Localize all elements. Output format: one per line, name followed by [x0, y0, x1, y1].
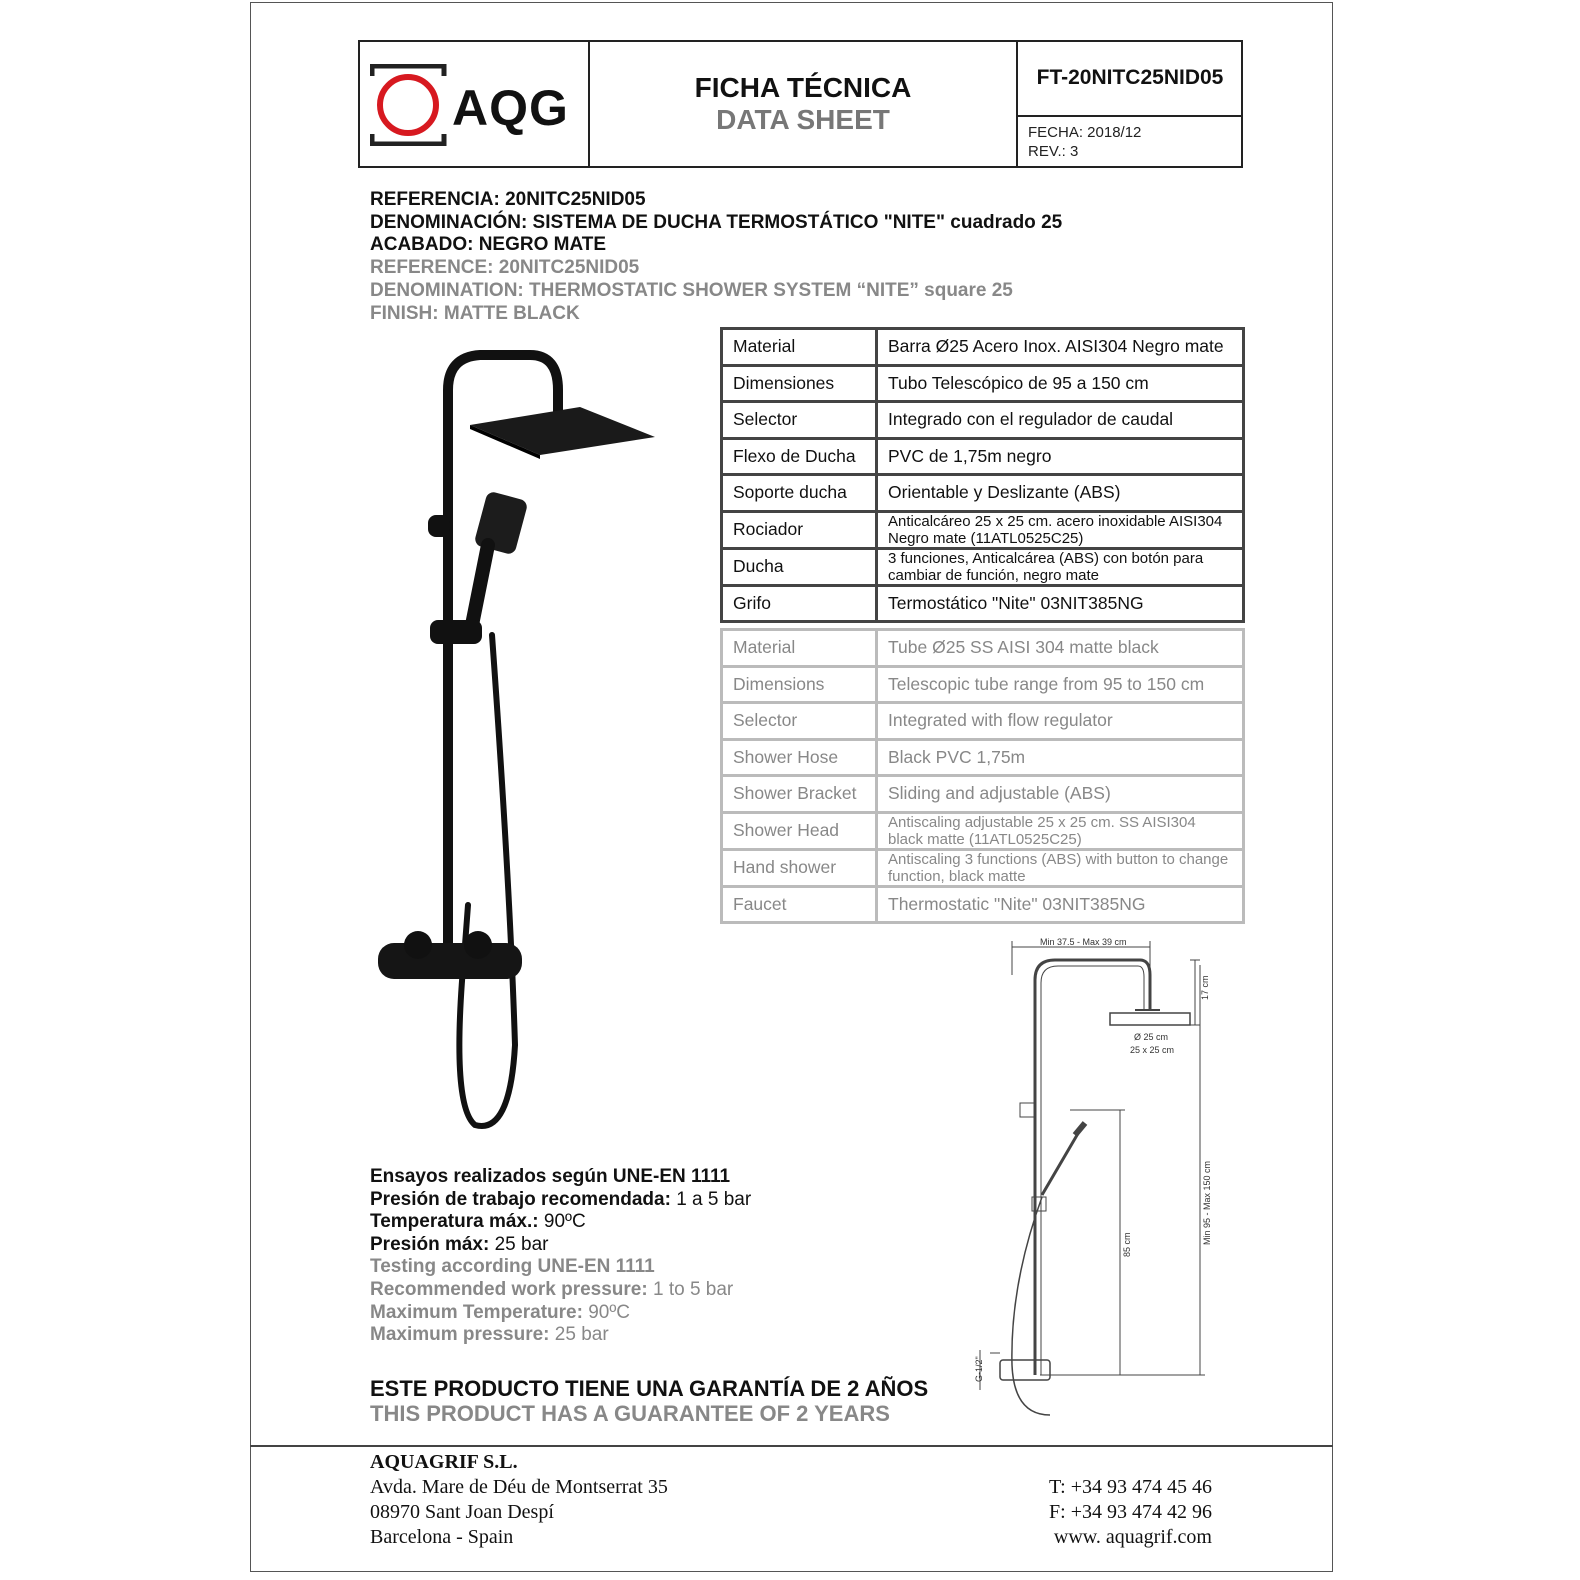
header-box: [358, 40, 1243, 168]
spec-value: Anticalcáreo 25 x 25 cm. acero inoxidable AISI304 Negro mate (11ATL0525C25): [877, 511, 1244, 548]
date: FECHA: 2018/12: [1028, 124, 1142, 141]
test-label: Presión máx:: [370, 1233, 490, 1255]
logo-frame-icon: [372, 66, 444, 144]
company-address: [370, 1450, 668, 1550]
test-value: 25 bar: [549, 1324, 609, 1346]
test-label: Maximum pressure:: [370, 1324, 550, 1346]
spec-label: Selector: [722, 703, 877, 740]
spec-value: Tubo Telescópico de 95 a 150 cm: [877, 365, 1244, 402]
tests-title-en: Testing according UNE-EN 1111: [370, 1256, 655, 1278]
test-label: Recommended work pressure:: [370, 1278, 648, 1300]
test-value: 25 bar: [489, 1233, 549, 1255]
test-value: 90ºC: [582, 1301, 631, 1323]
phone: T: +34 93 474 45 46: [1048, 1476, 1212, 1498]
spec-value: Termostático "Nite" 03NIT385NG: [877, 585, 1244, 622]
table-row: [722, 630, 1244, 667]
test-value: 1 a 5 bar: [670, 1188, 752, 1210]
spec-value: Antiscaling 3 functions (ABS) with button to change function, black matte: [877, 849, 1244, 886]
test-value: 1 to 5 bar: [647, 1278, 734, 1300]
spec-table-en: [720, 628, 1245, 924]
spec-label: Faucet: [722, 886, 877, 923]
shower-column-icon: [448, 355, 558, 1126]
test-value: 90ºC: [538, 1211, 586, 1233]
table-row: [722, 739, 1244, 776]
spec-value: Telescopic tube range from 95 to 150 cm: [877, 666, 1244, 703]
hand-shower-icon: [472, 491, 529, 625]
footer-divider: [250, 1445, 1333, 1447]
rain-head-icon: [470, 407, 655, 455]
reference-es: REFERENCIA: 20NITC25NID05: [370, 189, 646, 210]
table-row: [722, 475, 1244, 512]
denomination-es: DENOMINACIÓN: SISTEMA DE DUCHA TERMOSTÁTICO "NITE" cuadrado 25: [370, 211, 1063, 233]
dim-head-height: 17 cm: [1200, 975, 1210, 1000]
company-contact: [1000, 1475, 1212, 1550]
title-es: FICHA TÉCNICA: [694, 72, 912, 103]
finish-es: ACABADO: NEGRO MATE: [370, 234, 607, 256]
table-row: [722, 329, 1244, 366]
header-divider: [1016, 115, 1241, 117]
table-row: [722, 548, 1244, 585]
aqg-logo: [370, 64, 582, 146]
spec-label: Shower Head: [722, 812, 877, 849]
table-row: [722, 849, 1244, 886]
denomination-en: DENOMINATION: THERMOSTATIC SHOWER SYSTEM “NITE” square 25: [370, 279, 1013, 301]
tests-block: [370, 1166, 751, 1347]
spec-value: Barra Ø25 Acero Inox. AISI304 Negro mate: [877, 329, 1244, 366]
spec-value: Antiscaling adjustable 25 x 25 cm. SS AISI304 black matte (11ATL0525C25): [877, 812, 1244, 849]
reference-en: REFERENCE: 20NITC25NID05: [370, 257, 640, 279]
company-name: AQUAGRIF S.L.: [370, 1451, 518, 1473]
spec-label: Soporte ducha: [722, 475, 877, 512]
spec-label: Dimensions: [722, 666, 877, 703]
dim-head-dia: Ø 25 cm: [1134, 1032, 1169, 1042]
spec-value: Tube Ø25 SS AISI 304 matte black: [877, 630, 1244, 667]
guarantee-block: [370, 1376, 928, 1426]
guarantee-es: ESTE PRODUCTO TIENE UNA GARANTÍA DE 2 AÑOS: [370, 1376, 929, 1401]
dim-total-height: Min 95 - Max 150 cm: [1202, 1160, 1212, 1245]
table-row: [722, 438, 1244, 475]
test-label: Presión de trabajo recomendada:: [370, 1188, 671, 1210]
table-row: [722, 511, 1244, 548]
table-row: [722, 812, 1244, 849]
dimension-diagram: [970, 935, 1220, 1435]
table-row: [722, 365, 1244, 402]
reference-block: [370, 189, 1062, 325]
spec-label: Grifo: [722, 585, 877, 622]
table-row: [722, 703, 1244, 740]
header-divider: [1016, 42, 1018, 166]
logo-text: AQG: [452, 80, 569, 136]
table-row: [722, 585, 1244, 622]
spec-label: Material: [722, 329, 877, 366]
spec-value: Integrated with flow regulator: [877, 703, 1244, 740]
dim-bracket-height: 85 cm: [1122, 1232, 1132, 1257]
revision: REV.: 3: [1028, 143, 1079, 160]
spec-label: Material: [722, 630, 877, 667]
spec-label: Flexo de Ducha: [722, 438, 877, 475]
address-line: Barcelona - Spain: [370, 1526, 514, 1548]
table-row: [722, 776, 1244, 813]
spec-label: Shower Bracket: [722, 776, 877, 813]
spec-label: Hand shower: [722, 849, 877, 886]
address-line: Avda. Mare de Déu de Montserrat 35: [370, 1476, 668, 1498]
dim-thread: G-1/2": [974, 1356, 984, 1382]
dim-top: Min 37.5 - Max 39 cm: [1040, 937, 1127, 947]
spec-value: PVC de 1,75m negro: [877, 438, 1244, 475]
spec-label: Shower Hose: [722, 739, 877, 776]
finish-en: FINISH: MATTE BLACK: [370, 302, 580, 324]
spec-label: Selector: [722, 402, 877, 439]
title-en: DATA SHEET: [716, 104, 890, 135]
table-row: [722, 886, 1244, 923]
dim-head-size: 25 x 25 cm: [1130, 1045, 1175, 1055]
tests-title-es: Ensayos realizados según UNE-EN 1111: [370, 1166, 731, 1187]
guarantee-en: THIS PRODUCT HAS A GUARANTEE OF 2 YEARS: [370, 1401, 890, 1426]
spec-label: Rociador: [722, 511, 877, 548]
sheet-title: [590, 72, 1016, 136]
spec-label: Dimensiones: [722, 365, 877, 402]
spec-value: 3 funciones, Anticalcárea (ABS) con botón para cambiar de función, negro mate: [877, 548, 1244, 585]
website-link[interactable]: www. aquagrif.com: [1053, 1526, 1212, 1548]
sheet-code: FT-20NITC25NID05: [1036, 66, 1224, 89]
spec-value: Black PVC 1,75m: [877, 739, 1244, 776]
table-row: [722, 402, 1244, 439]
spec-table-es: [720, 327, 1245, 623]
spec-value: Thermostatic "Nite" 03NIT385NG: [877, 886, 1244, 923]
test-label: Temperatura máx.:: [370, 1211, 539, 1233]
address-line: 08970 Sant Joan Despí: [370, 1501, 554, 1523]
spec-label: Ducha: [722, 548, 877, 585]
table-row: [722, 666, 1244, 703]
spec-value: Sliding and adjustable (ABS): [877, 776, 1244, 813]
fax: F: +34 93 474 42 96: [1049, 1501, 1212, 1523]
shower-system-image: [370, 345, 670, 1145]
spec-value: Orientable y Deslizante (ABS): [877, 475, 1244, 512]
test-label: Maximum Temperature:: [370, 1301, 583, 1323]
revision-info: [1028, 123, 1141, 161]
spec-value: Integrado con el regulador de caudal: [877, 402, 1244, 439]
